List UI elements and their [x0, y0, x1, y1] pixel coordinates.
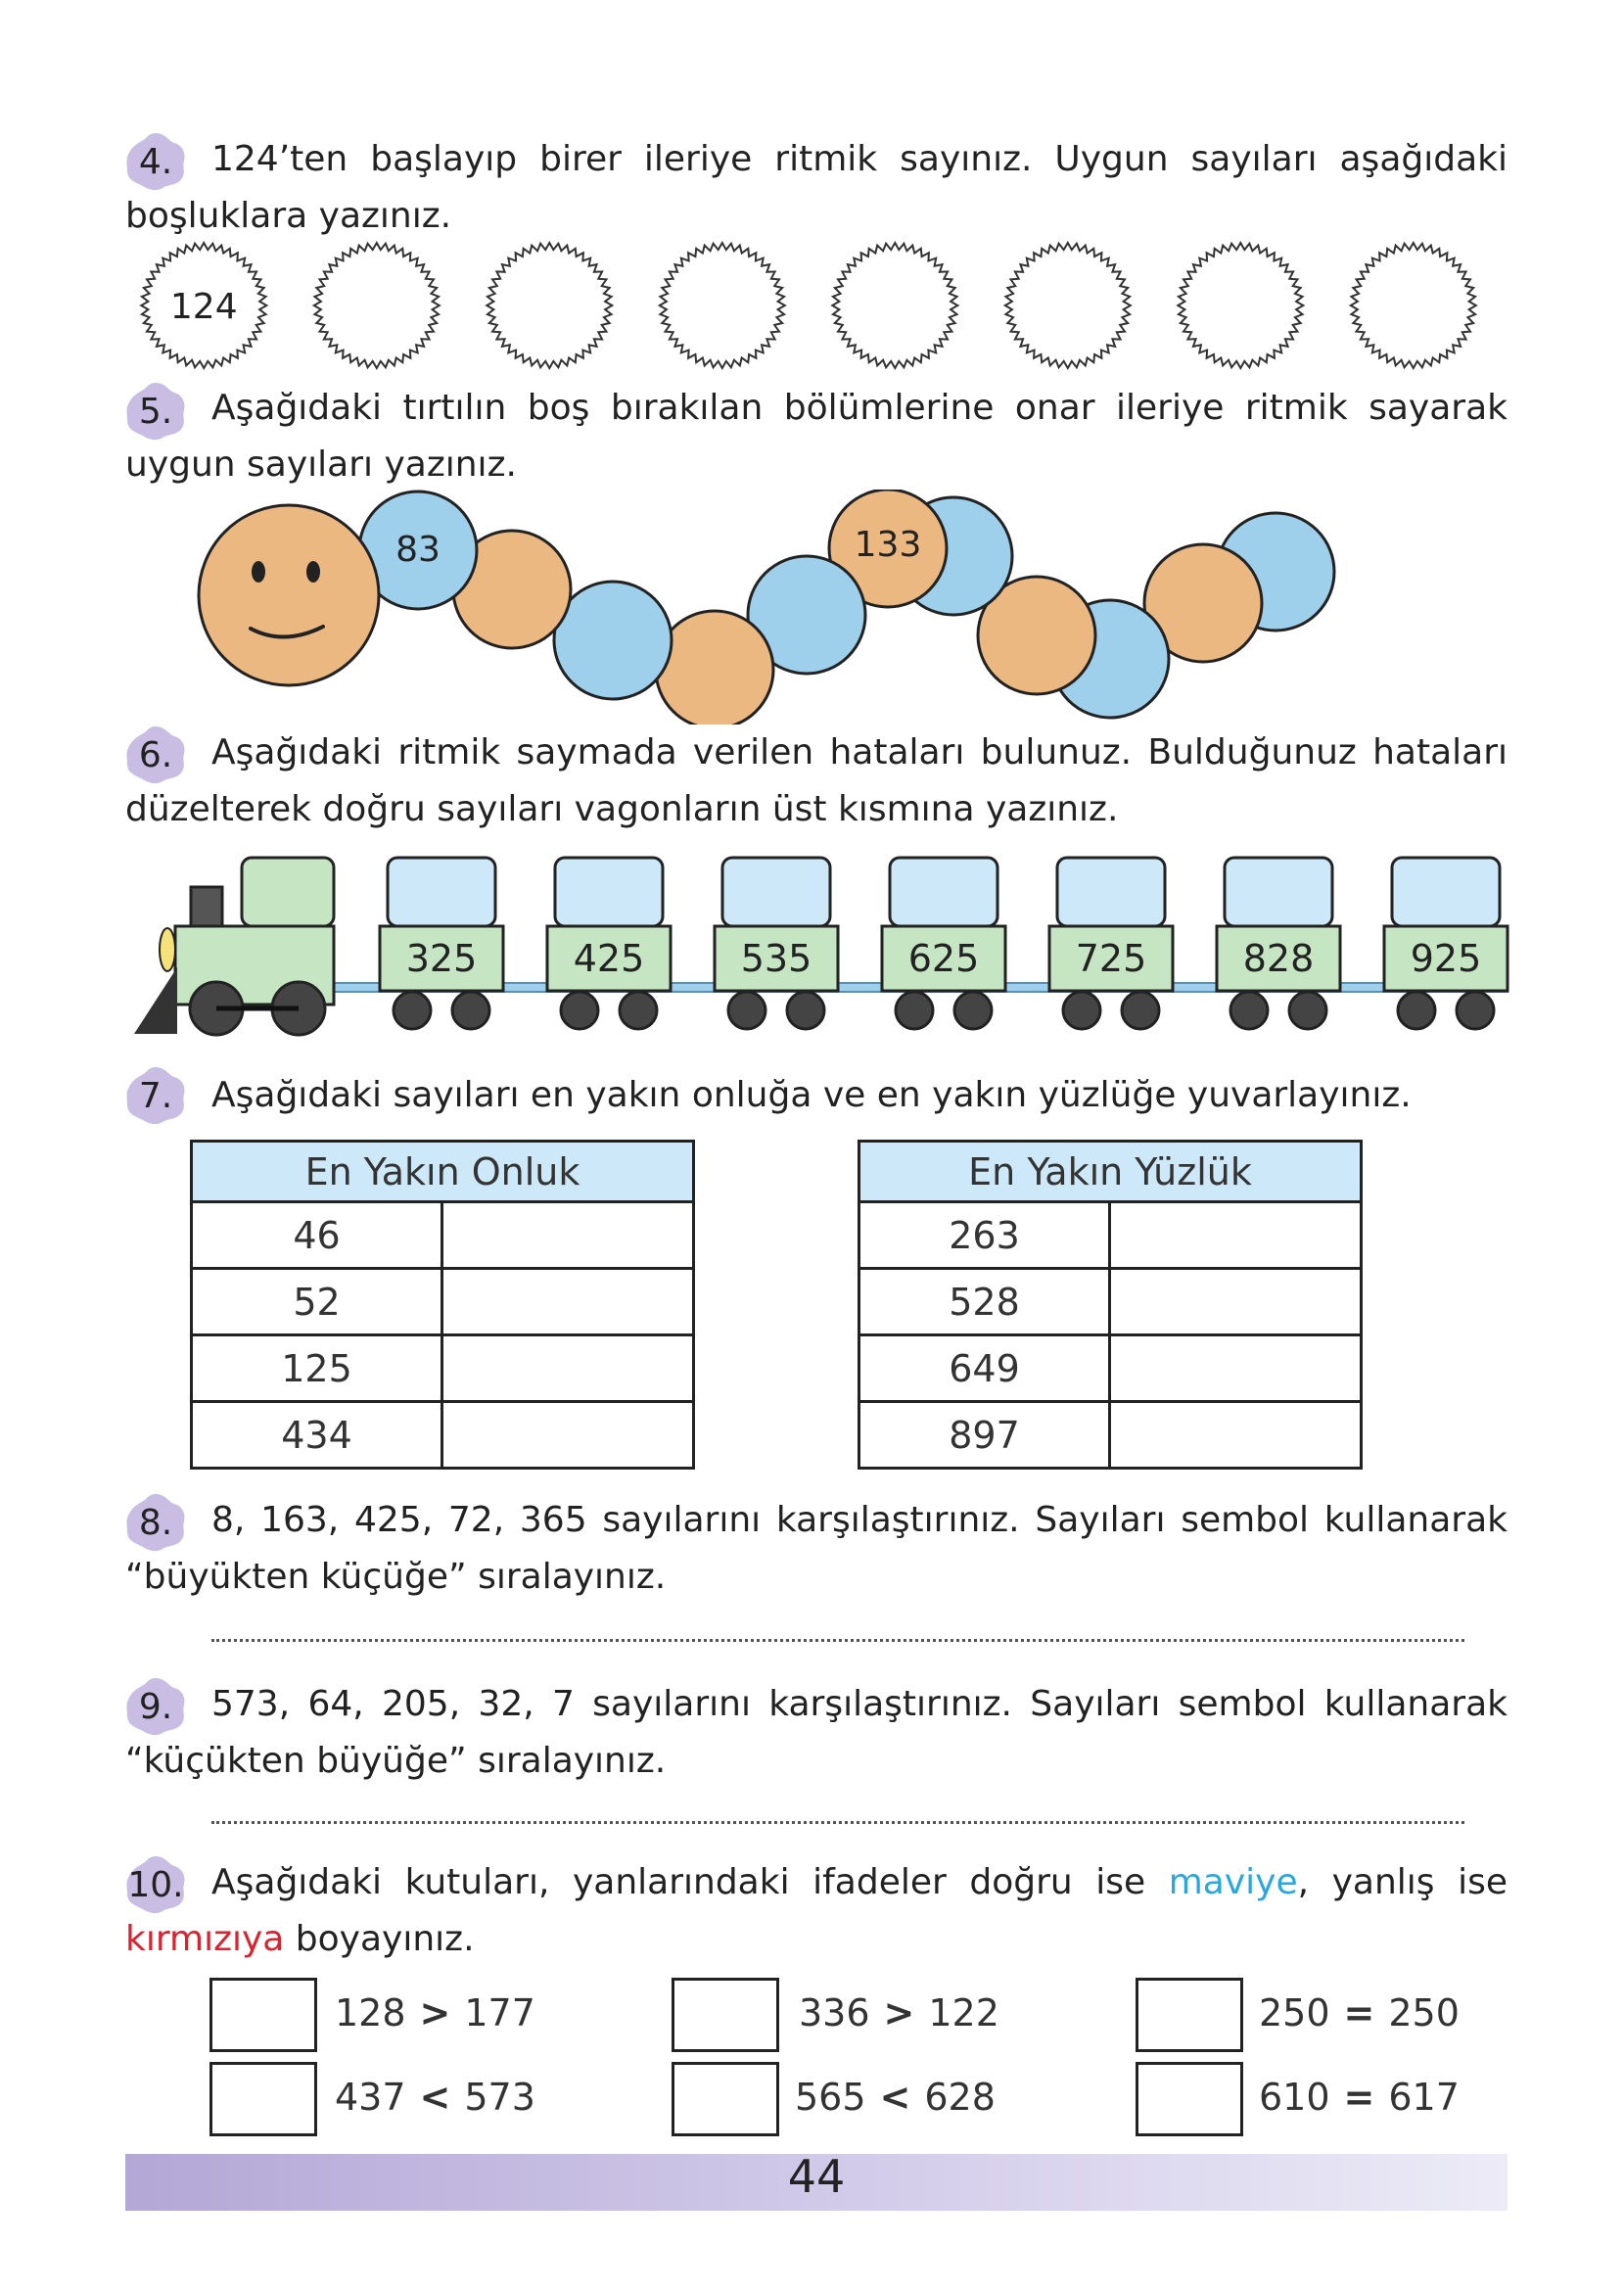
table-row: [859, 1202, 1362, 1269]
table-row: [192, 1335, 694, 1402]
table-row: [859, 1269, 1362, 1335]
question-8-text: 8, 163, 425, 72, 365 sayılarını karşılaştırınız. Sayıları sembol kullanarak “büyükten küçüğe” sıralayınız.: [125, 1500, 1508, 1597]
table-cell-number: 46: [192, 1202, 442, 1269]
train-engine: [134, 858, 334, 1035]
table-cell-answer[interactable]: [1110, 1335, 1362, 1402]
rounding-table-tens: [190, 1140, 695, 1470]
wagon-wheel: [561, 992, 598, 1029]
wagon-number: 425: [573, 937, 645, 980]
rhythm-circles: [125, 241, 1508, 370]
question-4-number: 4.: [123, 131, 188, 192]
page-number: 44: [787, 2150, 846, 2203]
wagon-wheel: [728, 992, 766, 1029]
question-10-text: Aşağıdaki kutuları, yanlarındaki ifadeler doğru ise maviye, yanlış ise kırmızıya boyayınız.: [125, 1862, 1508, 1959]
color-word-red: kırmızıya: [125, 1919, 285, 1959]
answer-line-8[interactable]: [211, 1639, 1464, 1642]
table-cell-answer[interactable]: [442, 1202, 694, 1269]
table-cell-answer[interactable]: [442, 1269, 694, 1335]
table-cell-number: 52: [192, 1269, 442, 1335]
stamp-circle[interactable]: [487, 243, 612, 368]
color-box[interactable]: [672, 1978, 779, 2052]
question-7-number: 7.: [123, 1065, 188, 1126]
question-9-text: 573, 64, 205, 32, 7 sayılarını karşılaştırınız. Sayıları sembol kullanarak “küçükten büyüğe” sıralayınız.: [125, 1684, 1508, 1781]
wagon-wheel: [1230, 992, 1268, 1029]
stamp-circle[interactable]: [314, 243, 440, 368]
wagon-top-answer-area[interactable]: [890, 858, 998, 926]
wagon-top-answer-area[interactable]: [1392, 858, 1500, 926]
table-cell-answer[interactable]: [1110, 1269, 1362, 1335]
table-header: En Yakın Onluk: [192, 1142, 694, 1202]
comparison-statement: 250 = 250: [1259, 1991, 1460, 2034]
table-cell-number: 897: [859, 1402, 1110, 1469]
wagon-wheel: [620, 992, 657, 1029]
caterpillar-label-b: 133: [854, 525, 922, 565]
train-wagons: [380, 858, 1508, 1029]
caterpillar-eye: [252, 561, 265, 583]
stamp-circle[interactable]: [832, 243, 957, 368]
rounding-table-hundreds: [858, 1140, 1363, 1470]
wagon-wheel: [1122, 992, 1159, 1029]
wagon-wheel: [394, 992, 431, 1029]
wagon-top-answer-area[interactable]: [1057, 858, 1165, 926]
train: [132, 852, 1512, 1038]
caterpillar-head: [199, 505, 379, 685]
table-cell-number: 263: [859, 1202, 1110, 1269]
wagon-number: 535: [740, 937, 812, 980]
table-cell-number: 434: [192, 1402, 442, 1469]
comparison-statement: 610 = 617: [1259, 2076, 1460, 2119]
wagon-top-answer-area[interactable]: [722, 858, 830, 926]
question-4-text: 124’ten başlayıp birer ileriye ritmik sayınız. Uygun sayıları aşağıdaki boşluklara yazınız.: [125, 139, 1508, 236]
answer-line-9[interactable]: [211, 1821, 1464, 1824]
wagon-number: 625: [907, 937, 980, 980]
wagon-wheel: [1063, 992, 1100, 1029]
caterpillar-segment: [554, 582, 672, 699]
question-6-text: Aşağıdaki ritmik saymada verilen hataları bulunuz. Bulduğunuz hataları düzelterek doğru sayıları vagonların üst kısmına yazınız.: [125, 732, 1508, 829]
wagon-wheel: [787, 992, 824, 1029]
wagon-number: 725: [1075, 937, 1147, 980]
comparison-statement: 437 < 573: [335, 2076, 535, 2119]
color-word-blue: maviye: [1168, 1862, 1298, 1902]
stamp-circle-label: 124: [169, 287, 238, 327]
question-7-text: Aşağıdaki sayıları en yakın onluğa ve en yakın yüzlüğe yuvarlayınız.: [211, 1075, 1412, 1115]
table-cell-number: 125: [192, 1335, 442, 1402]
caterpillar-label-a: 83: [395, 530, 441, 570]
rhythm-circles-row: [125, 241, 1508, 370]
wagon-wheel: [896, 992, 933, 1029]
stamp-circle[interactable]: [1178, 243, 1303, 368]
wagon-number: 325: [405, 937, 478, 980]
table-cell-number: 528: [859, 1269, 1110, 1335]
color-box[interactable]: [209, 2062, 317, 2136]
caterpillar: [186, 490, 1419, 725]
color-box[interactable]: [672, 2062, 779, 2136]
question-6-number: 6.: [123, 725, 188, 785]
comparison-statement: 128 > 177: [335, 1991, 535, 2034]
table-cell-answer[interactable]: [1110, 1402, 1362, 1469]
stamp-circle[interactable]: [660, 243, 785, 368]
wagon-wheel: [452, 992, 489, 1029]
wagon-wheel: [1457, 992, 1494, 1029]
wagon-wheel: [1289, 992, 1326, 1029]
wagon-number: 828: [1242, 937, 1315, 980]
color-box[interactable]: [209, 1978, 317, 2052]
wagon-top-answer-area[interactable]: [555, 858, 663, 926]
question-5-text: Aşağıdaki tırtılın boş bırakılan bölümlerine onar ileriye ritmik sayarak uygun sayıları yazınız.: [125, 388, 1508, 485]
wagon-top-answer-area[interactable]: [1225, 858, 1332, 926]
table-cell-number: 649: [859, 1335, 1110, 1402]
wagon-wheel: [954, 992, 992, 1029]
comparison-statement: 336 > 122: [799, 1991, 999, 2034]
question-5-number: 5.: [123, 381, 188, 442]
question-10-number: 10.: [123, 1854, 188, 1915]
table-row: [192, 1202, 694, 1269]
color-box[interactable]: [1136, 2062, 1243, 2136]
table-row: [859, 1335, 1362, 1402]
table-header: En Yakın Yüzlük: [859, 1142, 1362, 1202]
table-row: [192, 1402, 694, 1469]
table-cell-answer[interactable]: [442, 1335, 694, 1402]
table-row: [859, 1402, 1362, 1469]
wagon-wheel: [1398, 992, 1435, 1029]
wagon-number: 925: [1410, 937, 1482, 980]
table-cell-answer[interactable]: [442, 1402, 694, 1469]
color-box[interactable]: [1136, 1978, 1243, 2052]
stamp-circle[interactable]: [1005, 243, 1131, 368]
table-row: [192, 1269, 694, 1335]
question-8-number: 8.: [123, 1492, 188, 1553]
comparison-statement: 565 < 628: [795, 2076, 996, 2119]
caterpillar-segment: [656, 611, 773, 725]
question-9-number: 9.: [123, 1676, 188, 1737]
wagon-top-answer-area[interactable]: [388, 858, 495, 926]
caterpillar-eye: [306, 561, 320, 583]
table-cell-answer[interactable]: [1110, 1202, 1362, 1269]
stamp-circle[interactable]: [1351, 243, 1476, 368]
